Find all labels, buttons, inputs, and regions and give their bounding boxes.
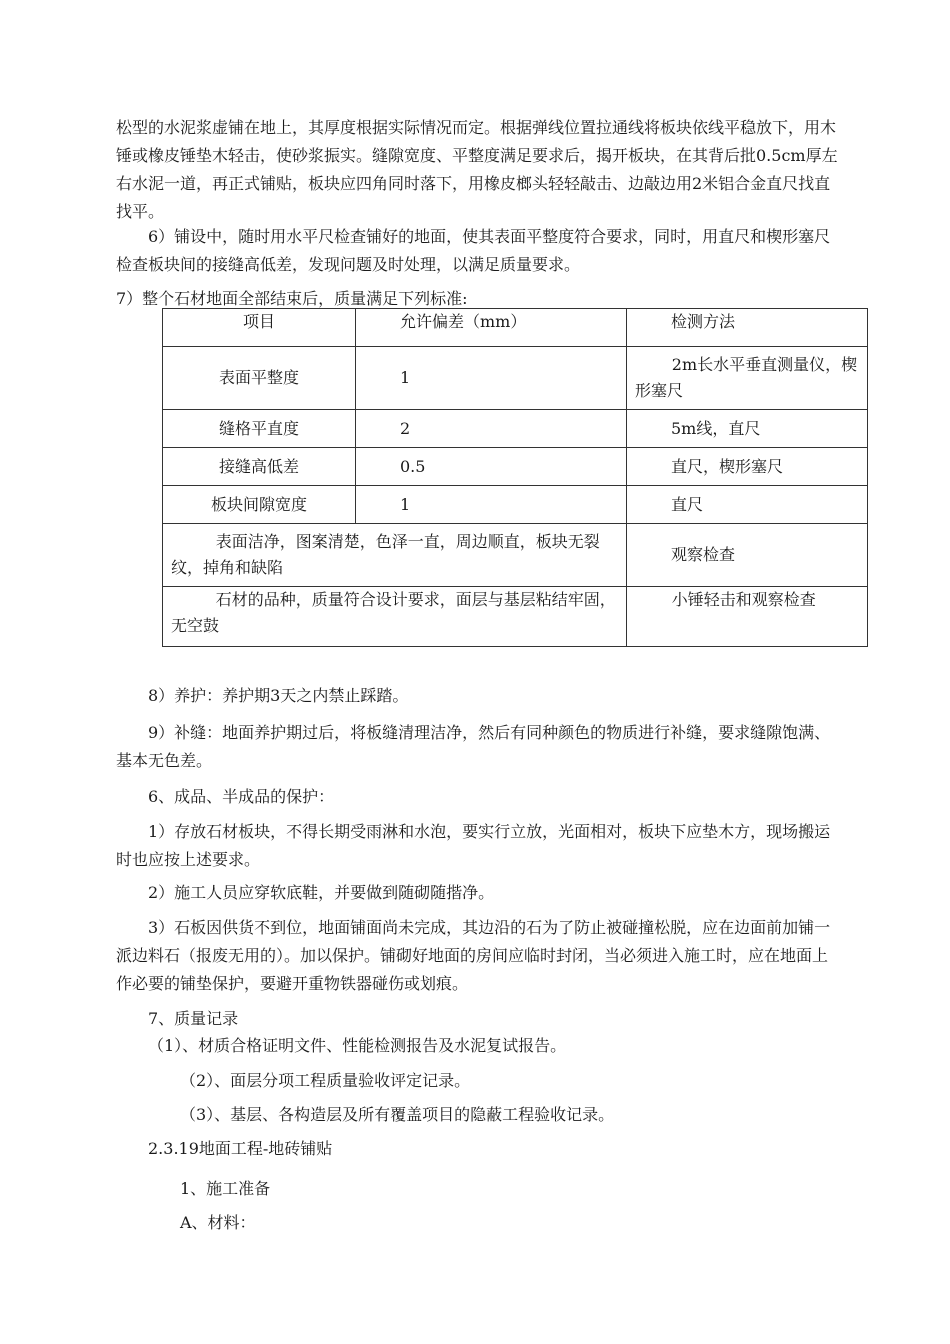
cell-method: 2m长水平垂直测量仪，楔形塞尺 bbox=[627, 347, 868, 410]
paragraph-step-8: 8）养护：养护期3天之内禁止踩踏。 bbox=[148, 686, 409, 705]
cell-method: 直尺，楔形塞尺 bbox=[627, 448, 868, 486]
cell-tolerance: 2 bbox=[356, 410, 627, 448]
paragraph-6-3: 3）石板因供货不到位，地面铺面尚未完成，其边沿的石为了防止被碰撞松脱，应在边面前加铺一派边料石（报废无用的）。加以保护。铺砌好地面的房间应临时封闭，当必须进入施工时，应在地面上作必要的铺垫保护，要避开重物铁器碰伤或划痕。 bbox=[116, 918, 831, 993]
paragraph-6-2: 2）施工人员应穿软底鞋，并要做到随砌随揩净。 bbox=[148, 883, 495, 902]
cell-tolerance: 0.5 bbox=[356, 448, 627, 486]
paragraph-step-7: 7）整个石材地面全部结束后，质量满足下列标准: bbox=[116, 289, 468, 308]
record-item-1: （1）、材质合格证明文件、性能检测报告及水泥复试报告。 bbox=[148, 1036, 567, 1055]
subsection-heading-1: 1、施工准备 bbox=[180, 1179, 271, 1198]
record-item-2: （2）、面层分项工程质量验收评定记录。 bbox=[180, 1071, 471, 1090]
header-method: 检测方法 bbox=[627, 309, 868, 347]
table-header-row bbox=[163, 309, 868, 347]
cell-tolerance: 1 bbox=[356, 347, 627, 410]
header-tolerance: 允许偏差（mm） bbox=[356, 309, 627, 347]
table-row bbox=[163, 448, 868, 486]
cell-item: 缝格平直度 bbox=[163, 410, 356, 448]
paragraph-step-9: 9）补缝：地面养护期过后，将板缝清理洁净，然后有同种颜色的物质进行补缝，要求缝隙饱满、基本无色差。 bbox=[116, 723, 831, 770]
cell-method: 5m线，直尺 bbox=[627, 410, 868, 448]
paragraph-continuation: 松型的水泥浆虚铺在地上，其厚度根据实际情况而定。根据弹线位置拉通线将板块依线平稳放下，用木锤或橡皮锤垫木轻击，使砂浆振实。缝隙宽度、平整度满足要求后，揭开板块，在其背后批0.5cm厚左右水泥一道，再正式铺贴，板块应四角同时落下，用橡皮榔头轻轻敲击、边敲边用2米铝合金直尺找直找平。 bbox=[116, 118, 838, 221]
header-item: 项目 bbox=[163, 309, 356, 347]
table-row-wide bbox=[163, 587, 868, 647]
cell-method: 小锤轻击和观察检查 bbox=[627, 587, 868, 647]
table-row bbox=[163, 486, 868, 524]
section-6-heading: 6、成品、半成品的保护： bbox=[148, 787, 335, 806]
cell-item: 表面平整度 bbox=[163, 347, 356, 410]
table-row-wide bbox=[163, 524, 868, 587]
paragraph-6-1: 1）存放石材板块，不得长期受雨淋和水泡，要实行立放，光面相对，板块下应垫木方，现场搬运时也应按上述要求。 bbox=[116, 822, 831, 869]
paragraph-step-6: 6）铺设中，随时用水平尺检查铺好的地面，使其表面平整度符合要求，同时，用直尺和楔形塞尺检查板块间的接缝高低差，发现问题及时处理，以满足质量要求。 bbox=[116, 227, 831, 274]
cell-method: 直尺 bbox=[627, 486, 868, 524]
section-7-heading: 7、质量记录 bbox=[148, 1009, 239, 1028]
table-row bbox=[163, 410, 868, 448]
cell-wide-text: 表面洁净，图案清楚，色泽一直，周边顺直，板块无裂纹，掉角和缺陷 bbox=[163, 524, 627, 587]
quality-standard-table bbox=[162, 308, 868, 647]
cell-tolerance: 1 bbox=[356, 486, 627, 524]
cell-method: 观察检查 bbox=[627, 524, 868, 587]
cell-item: 接缝高低差 bbox=[163, 448, 356, 486]
section-heading-2-3-19: 2.3.19地面工程-地砖铺贴 bbox=[148, 1139, 333, 1158]
record-item-3: （3）、基层、各构造层及所有覆盖项目的隐蔽工程验收记录。 bbox=[180, 1105, 615, 1124]
table-row bbox=[163, 347, 868, 410]
cell-wide-text: 石材的品种，质量符合设计要求，面层与基层粘结牢固，无空鼓 bbox=[163, 587, 627, 647]
subsection-heading-a: A、材料： bbox=[180, 1213, 256, 1232]
cell-item: 板块间隙宽度 bbox=[163, 486, 356, 524]
